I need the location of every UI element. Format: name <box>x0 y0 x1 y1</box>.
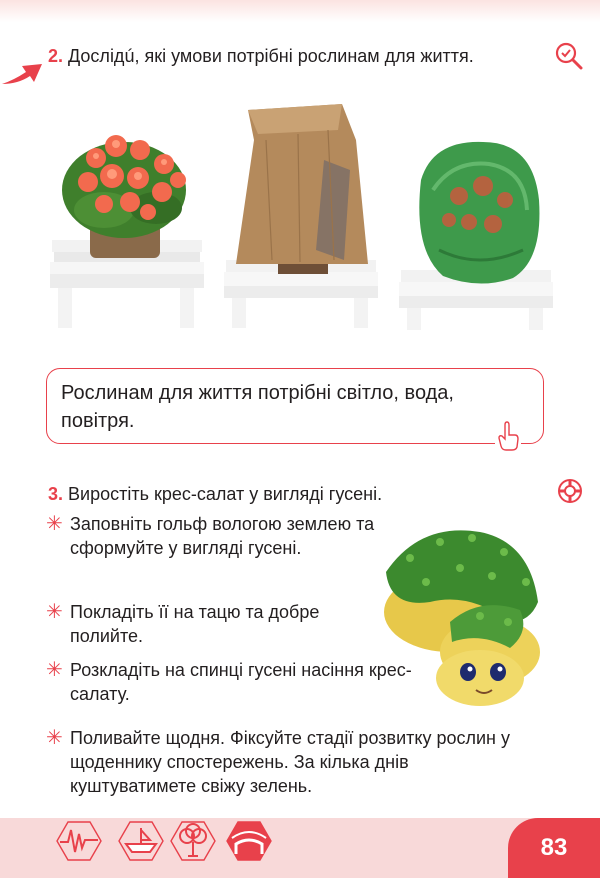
pointing-hand-icon <box>495 421 521 451</box>
task-3-number: 3. <box>48 484 64 504</box>
step-text: Поливайте щодня. Фіксуйте стадії розвитку рослин у щоденнику спостережень. За кілька днів куштуватимете свіжу зелень. <box>70 728 510 796</box>
step-marker: ✳ <box>46 601 63 623</box>
begonia-plastic-bag-photo <box>393 100 563 330</box>
heartbeat-icon <box>56 820 102 862</box>
begonia-paper-bag-photo <box>218 100 388 330</box>
boat-icon <box>118 820 164 862</box>
step-marker: ✳ <box>46 727 63 749</box>
top-band <box>0 0 600 22</box>
step-text: Заповніть гольф вологою землею та сформуйте у вигляді гусені. <box>70 514 375 558</box>
bridge-icon <box>226 820 272 862</box>
task-2-number: 2. <box>48 46 64 66</box>
task-3 <box>48 482 528 506</box>
step-text: Розкладіть на спинці гусені насіння крес-салату. <box>70 660 412 704</box>
begonia-uncovered-photo <box>44 100 214 330</box>
lifebuoy-icon <box>554 476 586 506</box>
tree-icon <box>170 820 216 862</box>
answer-box <box>46 368 544 444</box>
step-marker: ✳ <box>46 513 63 535</box>
task-2 <box>48 44 558 68</box>
step-text: Покладіть її на тацю та добре полийте. <box>70 602 320 646</box>
task-2-text: Дослідú, які умови потрібні рослинам для життя. <box>68 46 474 66</box>
corner-arrow-icon <box>0 58 44 90</box>
page-number: 83 <box>540 834 568 861</box>
page-number-badge <box>508 818 600 878</box>
task-3-text: Виростіть крес-салат у вигляді гусені. <box>68 484 383 504</box>
step-marker: ✳ <box>46 659 63 681</box>
answer-text: Рослинам для життя потрібні світло, вода, повітря. <box>61 382 454 432</box>
magnifier-check-icon <box>553 40 585 70</box>
cress-caterpillar-photo <box>380 512 550 712</box>
